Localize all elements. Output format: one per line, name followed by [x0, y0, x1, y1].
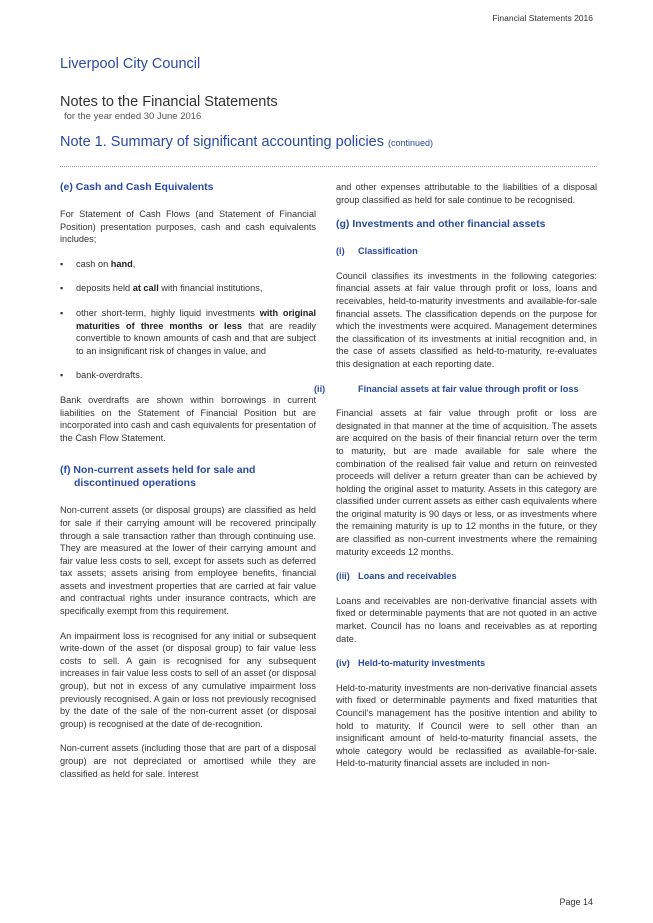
left-column — [60, 181, 316, 792]
running-header: Financial Statements 2016 — [492, 13, 593, 23]
subheading-iv: (iv) Held-to-maturity investments — [336, 658, 486, 669]
organisation-name: Liverpool City Council — [60, 56, 201, 72]
notes-title: Notes to the Financial Statements — [60, 94, 278, 110]
page-number: Page 14 — [559, 897, 593, 907]
paragraph: and other expenses attributable to the liabilities of a disposal group classified as held for sale continue to be recognised. — [336, 182, 597, 205]
subheading-ii: (ii) Financial assets at fair value through profit or loss — [314, 383, 579, 394]
subheading-iii: (iii) Loans and receivables — [336, 571, 457, 582]
list-item: ▪ deposits held at call with financial institutions, — [60, 282, 316, 295]
paragraph: Council classifies its investments in the following categories: financial assets at fair value through profit or loss, loans and receivables, held-to-maturity investments and available-for-sale financial assets. The classification depends on the purpose for which the investments were acquired. Management determines the classification of its investments at initial recognition and, in the case of assets classified as held-to-maturity, re-evaluates this designation at each reporting date. — [336, 270, 597, 369]
list-item: ▪ cash on hand, — [60, 258, 316, 271]
subheading-i: (i) Classification — [336, 246, 418, 257]
right-column — [314, 181, 597, 782]
paragraph: Loans and receivables are non-derivative financial assets with fixed or determinable payments that are not quoted in an active market. Council has no loans and receivables as at reporting date. — [336, 595, 597, 644]
paragraph: Financial assets at fair value through profit or loss are designated in that manner at the time of acquisition. The assets are acquired on the basis of their financial return over the term to maturity, but are made available for sale where the combination of the realised fair value and return on reinvested proceeds will deliver a return greater than can be achieved by holding the original asset to maturity. Assets in this category are classified under current assets as either cash equivalents where the original maturity is 90 days or less, or as investments where the remaining maturity is up to 12 months in the future, or they are classified as non-current investments where the remaining maturity exceeds 12 months. — [336, 408, 597, 557]
list-item: ▪ bank-overdrafts. — [60, 369, 316, 382]
note-continued-label: (continued) — [388, 138, 434, 148]
dotted-divider — [60, 166, 597, 167]
section-heading-f: (f) Non-current assets held for sale and discontinued operations — [60, 464, 256, 490]
paragraph: Bank overdrafts are shown within borrowings in current liabilities on the Statement of Financial Position but are incorporated into cash and cash equivalents for presentation of the Cash Flow Statement. — [60, 394, 316, 443]
paragraph: Non-current assets (including those that are part of a disposal group) are not depreciated or amortised while they are classified as held for sale. Interest — [60, 743, 316, 779]
paragraph: Held-to-maturity investments are non-derivative financial assets with fixed or determinable payments and fixed maturities that Council's management has the positive intention and ability to hold to maturity. If Council were to sell other than an insignificant amount of held-to-maturity financial assets, the whole category would be reclassified as available-for-sale. Held-to-maturity financial assets are included in non- — [336, 682, 597, 769]
list-item: ▪ other short-term, highly liquid investments with original maturities of three months or less that are readily convertible to known amounts of cash and that are subject to an insignificant risk of changes in value, and — [60, 307, 316, 357]
note-title — [60, 134, 433, 150]
paragraph: Non-current assets (or disposal groups) are classified as held for sale if their carrying amount will be recovered principally through a sale transaction rather than through continuing use. They are measured at the lower of their carrying amount and fair value less costs to sell, except for assets such as deferred tax assets; assets arising from employee benefits, financial assets and investment properties that are carried at fair value and contractual rights under insurance contracts, which are specifically exempt from this requirement. — [60, 505, 316, 617]
paragraph: An impairment loss is recognised for any initial or subsequent write-down of the asset (or disposal group) to fair value less costs to sell. A gain is recognised for any subsequent increases in fair value less costs to sell of an asset (or disposal group), but not in excess of any cumulative impairment loss previously recognised. A gain or loss not previously recognised by the date of the sale of the non-current asset (or disposal group) is recognised at the date of de-recognition. — [60, 630, 316, 729]
reporting-period: for the year ended 30 June 2016 — [64, 111, 202, 122]
section-heading-g: (g) Investments and other financial assets — [336, 218, 546, 231]
note-title-text: Note 1. Summary of significant accounting policies — [60, 134, 384, 150]
section-heading-e: (e) Cash and Cash Equivalents — [60, 181, 214, 193]
bullet-list — [60, 258, 316, 382]
paragraph: For Statement of Cash Flows (and Statement of Financial Position) presentation purposes, cash and cash equivalents includes; — [60, 209, 316, 245]
